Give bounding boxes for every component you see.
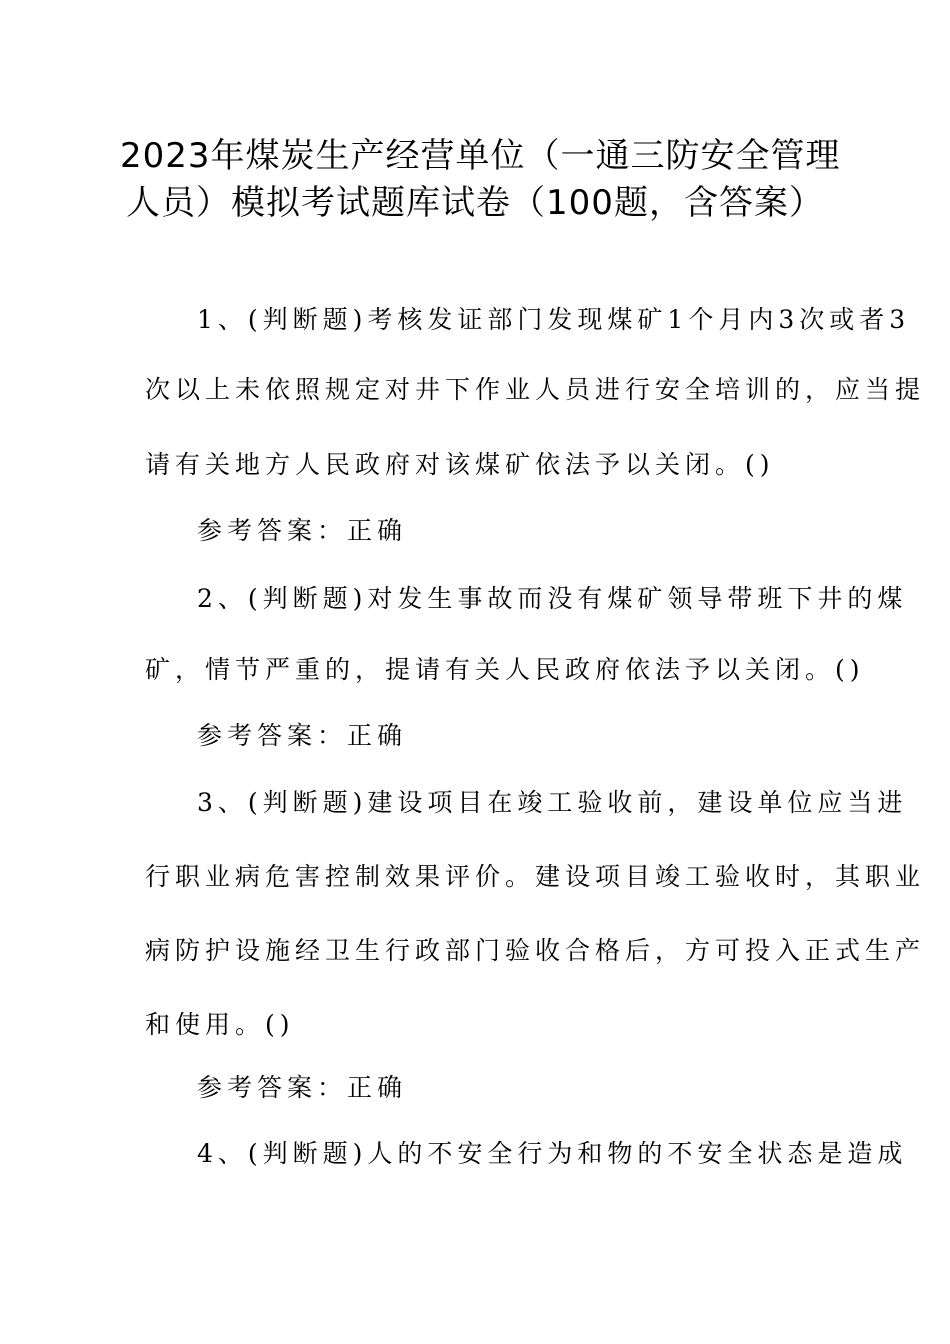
question-3-line-2: 行职业病危害控制效果评价。建设项目竣工验收时，其职业 xyxy=(145,862,926,891)
question-1-answer: 参考答案：正确 xyxy=(197,516,408,545)
question-3-line-1: 3、(判断题)建设项目在竣工验收前，建设单位应当进 xyxy=(197,788,908,817)
document-title-line-2: 人员）模拟考试题库试卷（100题，含答案） xyxy=(126,183,824,223)
question-1-line-3: 请有关地方人民政府对该煤矿依法予以关闭。() xyxy=(145,450,775,479)
document-title-line-1: 2023年煤炭生产经营单位（一通三防安全管理 xyxy=(120,136,841,176)
question-1-line-1: 1、(判断题)考核发证部门发现煤矿1个月内3次或者3 xyxy=(197,305,911,334)
question-2-answer: 参考答案：正确 xyxy=(197,721,408,750)
question-3-line-4: 和使用。() xyxy=(145,1010,295,1039)
question-3-line-3: 病防护设施经卫生行政部门验收合格后，方可投入正式生产 xyxy=(145,936,926,965)
question-1-line-2: 次以上未依照规定对井下作业人员进行安全培训的，应当提 xyxy=(145,375,926,404)
question-2-line-1: 2、(判断题)对发生事故而没有煤矿领导带班下井的煤 xyxy=(197,584,908,613)
question-2-line-2: 矿，情节严重的，提请有关人民政府依法予以关闭。() xyxy=(145,655,865,684)
question-3-answer: 参考答案：正确 xyxy=(197,1073,408,1102)
question-4-line-1: 4、(判断题)人的不安全行为和物的不安全状态是造成 xyxy=(197,1139,908,1168)
